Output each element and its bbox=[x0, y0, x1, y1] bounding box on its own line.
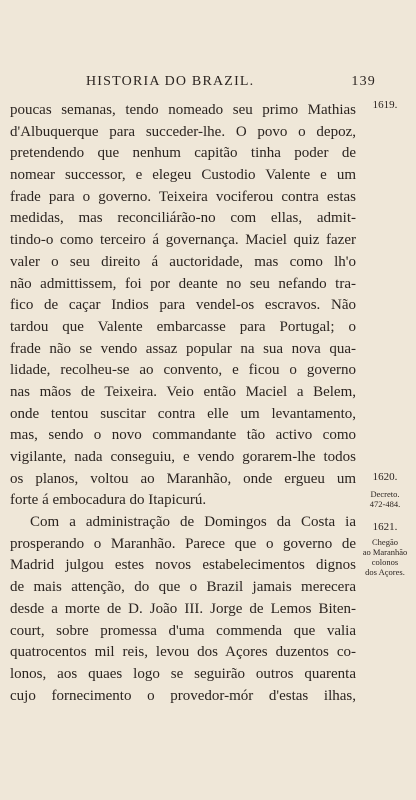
text-line: tindo-o como terceiro á governança. Maciel quiz fazer bbox=[10, 232, 356, 249]
body-text bbox=[10, 100, 356, 707]
text-line: vigilante, nada conseguiu, e vendo gorarem-lhe todos bbox=[10, 449, 356, 465]
running-title: HISTORIA DO BRAZIL. bbox=[86, 74, 255, 89]
text-line: poucas semanas, tendo nomeado seu primo Mathias bbox=[10, 102, 356, 118]
margin-note-arrival: dos Açores. bbox=[365, 567, 405, 577]
margin-note-year: 1620. bbox=[372, 471, 398, 483]
text-line: medidas, mas reconciliárão-no com ellas, admit- bbox=[10, 210, 356, 227]
text-line: não admittissem, foi por deante no seu nefando tra- bbox=[10, 275, 356, 292]
margin-note-arrival: Chegão bbox=[372, 537, 398, 547]
text-line: lidade, recolheu-se ao convento, e ficou o governo bbox=[10, 362, 356, 379]
text-line: nas mãos de Teixeira. Veio então Maciel a Belem, bbox=[10, 383, 356, 400]
text-line: Madrid julgou estes novos estabelecimentos dignos bbox=[10, 557, 356, 574]
text-line: onde tentou suscitar contra elle um levantamento, bbox=[10, 405, 356, 422]
margin-note-arrival: ao Maranhão bbox=[362, 547, 408, 557]
text-line: frade não se vendo assaz popular na sua nova qua- bbox=[10, 340, 356, 357]
margin-note-year: 1621. bbox=[372, 521, 398, 533]
text-line: lonos, aos quaes logo se seguirão outros quarenta bbox=[10, 665, 356, 682]
text-line: forte á embocadura do Itapicurú. bbox=[10, 492, 207, 509]
page-number: 139 bbox=[351, 74, 376, 89]
text-line: valer o seu direito á auctoridade, mas como lh'o bbox=[10, 253, 356, 270]
text-line: quatrocentos mil reis, levou dos Açores duzentos co- bbox=[10, 644, 356, 661]
text-line: d'Albuquerque para succeder-lhe. O povo o depoz, bbox=[10, 123, 356, 140]
text-line: prosperando o Maranhão. Parece que o governo de bbox=[10, 535, 356, 552]
text-line: nomear successor, e elegeu Custodio Valente e um bbox=[10, 167, 356, 184]
text-line: cujo fornecimento o provedor-mór d'estas ilhas, bbox=[10, 687, 356, 704]
text-line: desde a morte de D. João III. Jorge de Lemos Biten- bbox=[10, 600, 356, 617]
text-line: court, sobre promessa d'uma commenda que valia bbox=[10, 622, 356, 639]
running-header bbox=[86, 74, 376, 94]
text-line: de mais attenção, do que o Brazil jamais merecera bbox=[10, 579, 356, 596]
text-line: os planos, voltou ao Maranhão, onde ergueu um bbox=[10, 470, 356, 487]
text-line: mas, sendo o novo commandante tão activo como bbox=[10, 427, 356, 444]
text-line: frade para o governo. Teixeira vociferou contra estas bbox=[10, 188, 356, 205]
margin-note-decree: Decreto. bbox=[370, 489, 400, 499]
margin-note-arrival: colonos bbox=[371, 557, 399, 567]
text-line: tardou que Valente embarcasse para Portugal; o bbox=[10, 318, 356, 335]
text-line: fico de caçar Indios para vendel-os escravos. Não bbox=[10, 297, 356, 314]
margin-note-decree: 472-484. bbox=[369, 499, 401, 509]
text-line: Com a administração de Domingos da Costa ia bbox=[30, 514, 356, 531]
margin-note-year: 1619. bbox=[372, 99, 398, 111]
text-line: pretendendo que nenhum capitão tinha poder de bbox=[10, 145, 356, 162]
